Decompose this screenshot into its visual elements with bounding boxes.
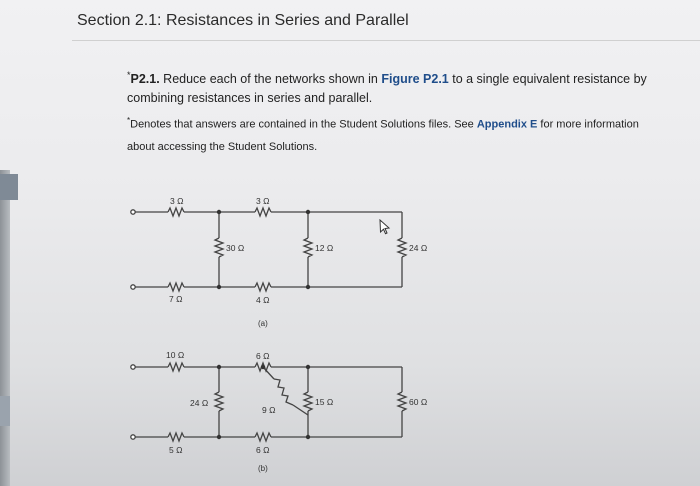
section-title: Section 2.1: Resistances in Series and Parallel [77,12,409,29]
problem-text-2: to a single equivalent resistance by [448,72,647,87]
note-star: * [127,116,131,125]
label-b-60ohm: 60 Ω [409,397,428,407]
problem-text-1: Reduce each of the networks shown in [159,72,382,87]
label-b-24ohm: 24 Ω [190,398,209,408]
circuit-a-wires [131,208,406,291]
caption-a: (a) [258,319,268,328]
label-a-12ohm: 12 Ω [315,243,334,253]
label-b-6ohm-top: 6 Ω [256,351,270,361]
mouse-pointer-icon [378,219,392,235]
note-line-2: about accessing the Student Solutions. [127,140,318,153]
circuit-b-wires [131,363,406,441]
label-b-15ohm: 15 Ω [315,397,334,407]
note-text-1: Denotes that answers are contained in the Student Solutions files. See [130,118,477,131]
figure-link[interactable]: Figure P2.1 [381,72,449,87]
label-b-5ohm: 5 Ω [169,445,183,455]
problem-star: * [127,70,131,80]
label-a-30ohm: 30 Ω [226,243,245,253]
caption-b: (b) [258,464,268,473]
note-text-2: for more information [537,118,639,131]
label-a-4ohm: 4 Ω [256,295,270,305]
circuit-b-nodes [217,365,310,439]
label-a-3ohm-right: 3 Ω [256,196,270,206]
label-a-3ohm-left: 3 Ω [170,196,184,206]
label-b-10ohm: 10 Ω [166,350,185,360]
problem-number: P2.1. [130,72,160,87]
label-a-7ohm: 7 Ω [169,294,183,304]
label-b-9ohm: 9 Ω [262,405,276,415]
label-a-24ohm: 24 Ω [409,243,428,253]
appendix-link[interactable]: Appendix E [476,118,538,131]
problem-line-2: combining resistances in series and parallel. [127,91,373,106]
label-b-6ohm-bottom: 6 Ω [256,445,270,455]
